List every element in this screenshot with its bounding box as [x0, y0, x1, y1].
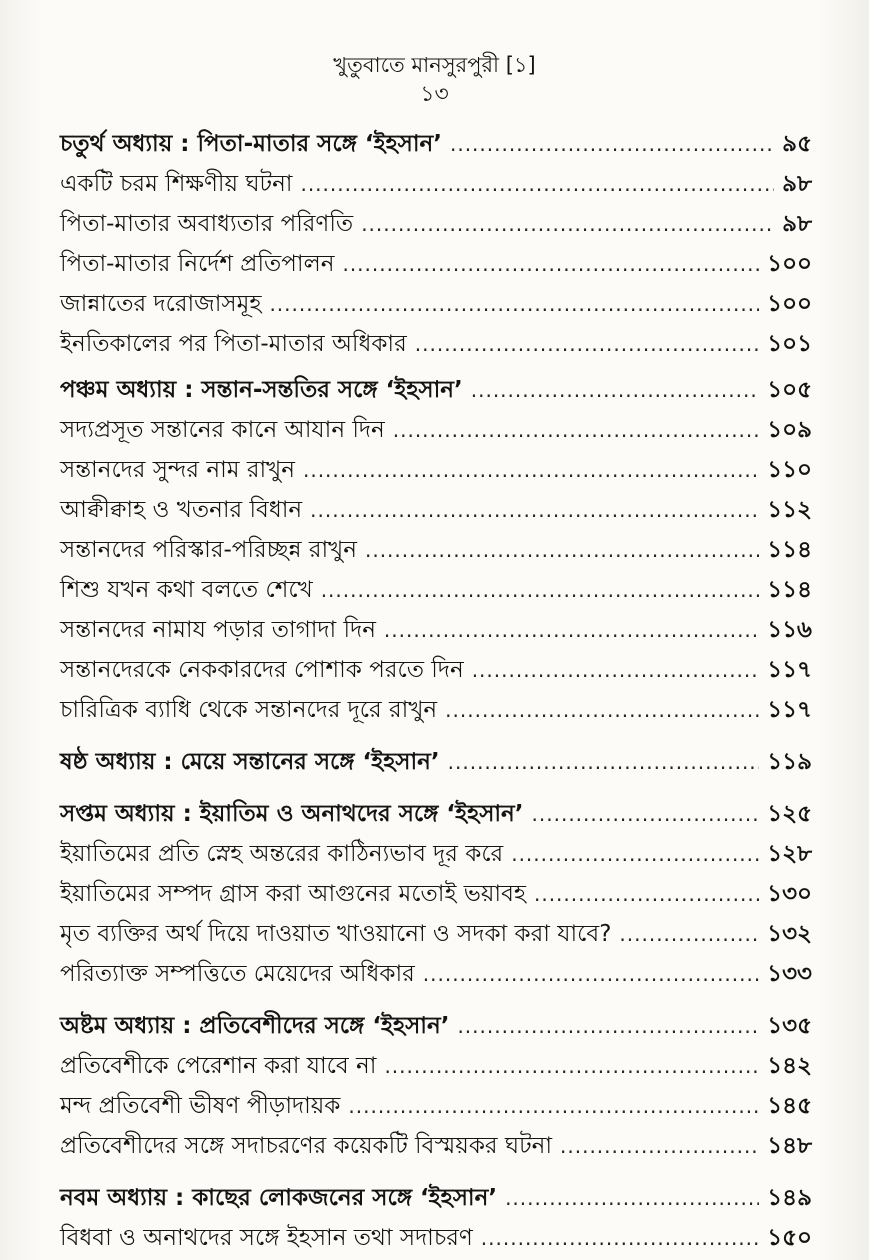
entry-page: ১১৭ — [767, 657, 812, 683]
entry-title: বিধবা ও অনাথদের সঙ্গে ইহসান তথা সদাচরণ — [60, 1225, 473, 1251]
entry-page: ১৩০ — [767, 881, 812, 907]
toc-entry — [60, 204, 812, 244]
entry-title: জান্নাতের দরোজাসমূহ — [60, 291, 262, 317]
entry-title: ইয়াতিমের সম্পদ গ্রাস করা আগুনের মতোই ভয়াবহ — [60, 881, 526, 907]
dot-leader — [415, 324, 759, 364]
dot-leader — [365, 530, 759, 570]
toc-entry — [60, 450, 812, 490]
dot-leader — [511, 834, 759, 874]
dot-leader — [361, 204, 774, 244]
entry-title: সদ্যপ্রসূত সন্তানের কানে আযান দিন — [60, 417, 385, 443]
entry-page: ১১২ — [767, 497, 812, 523]
toc-chapter-5 — [60, 370, 812, 410]
entry-page: ১০০ — [767, 251, 812, 277]
entry-page: ১০০ — [767, 291, 812, 317]
toc-entry — [60, 690, 812, 730]
chapter-title: সপ্তম অধ্যায় : ইয়াতিম ও অনাথদের সঙ্গে ‘ইহসান’ — [60, 801, 524, 827]
dot-leader — [423, 954, 759, 994]
entry-page: ১৪৫ — [767, 1093, 812, 1119]
toc-entry — [60, 1046, 812, 1086]
toc-entry — [60, 490, 812, 530]
entry-title: পরিত্যাক্ত সম্পত্তিতে মেয়েদের অধিকার — [60, 961, 415, 987]
dot-leader — [471, 370, 759, 410]
dot-leader — [310, 490, 759, 530]
dot-leader — [393, 410, 759, 450]
page-number: ১৩ — [420, 82, 449, 107]
entry-title: প্রতিবেশীদের সঙ্গে সদাচরণের কয়েকটি বিস্ময়কর ঘটনা — [60, 1133, 553, 1159]
entry-page: ১৩২ — [767, 921, 812, 947]
entry-page: ১২৮ — [767, 841, 812, 867]
toc-chapter-7 — [60, 794, 812, 834]
spacer — [60, 994, 812, 1006]
dot-leader — [457, 1006, 759, 1046]
entry-title: সন্তানদের নামায পড়ার তাগাদা দিন — [60, 617, 376, 643]
chapter-title: অষ্টম অধ্যায় : প্রতিবেশীদের সঙ্গে ‘ইহসান’ — [60, 1013, 450, 1039]
entry-title: প্রতিবেশীকে পেরেশান করা যাবে না — [60, 1053, 377, 1079]
entry-page: ১৫০ — [767, 1225, 812, 1251]
toc-entry — [60, 244, 812, 284]
chapter-title: নবম অধ্যায় : কাছের লোকজনের সঙ্গে ‘ইহসান’ — [60, 1185, 498, 1211]
chapter-page: ১৩৫ — [767, 1013, 812, 1039]
entry-title: পিতা-মাতার নির্দেশ প্রতিপালন — [60, 251, 335, 277]
dot-leader — [342, 244, 759, 284]
chapter-page: ১৪৯ — [767, 1185, 812, 1211]
entry-page: ১০১ — [767, 331, 812, 357]
toc-chapter-9 — [60, 1178, 812, 1218]
toc-entry — [60, 284, 812, 324]
dot-leader — [532, 794, 760, 834]
dot-leader — [472, 650, 760, 690]
toc-entry — [60, 834, 812, 874]
entry-page: ১৩৩ — [767, 961, 812, 987]
entry-title: মৃত ব্যক্তির অর্থ দিয়ে দাওয়াত খাওয়ানো ও সদকা করা যাবে? — [60, 921, 612, 947]
entry-page: ১১৬ — [767, 617, 812, 643]
toc-entry — [60, 650, 812, 690]
dot-leader — [450, 124, 774, 164]
toc-entry — [60, 1086, 812, 1126]
toc-chapter-4 — [60, 124, 812, 164]
entry-page: ১০৯ — [767, 417, 812, 443]
dot-leader — [619, 914, 759, 954]
toc-entry — [60, 1126, 812, 1166]
dot-leader — [481, 1218, 759, 1258]
entry-page: ১৪২ — [767, 1053, 812, 1079]
chapter-page: ১০৫ — [767, 377, 812, 403]
entry-title: চারিত্রিক ব্যাধি থেকে সন্তানদের দূরে রাখুন — [60, 697, 438, 723]
entry-page: ১১০ — [767, 457, 812, 483]
toc-entry — [60, 570, 812, 610]
entry-title: পিতা-মাতার অবাধ্যতার পরিণতি — [60, 211, 354, 237]
entry-title: ইয়াতিমের প্রতি স্নেহ অন্তরের কাঠিন্যভাব দূর করে — [60, 841, 504, 867]
dot-leader — [300, 164, 774, 204]
dot-leader — [384, 610, 759, 650]
chapter-page: ১২৫ — [767, 801, 812, 827]
toc-entry — [60, 324, 812, 364]
toc-entry — [60, 954, 812, 994]
dot-leader — [448, 742, 760, 782]
toc-entry — [60, 410, 812, 450]
toc-entry — [60, 874, 812, 914]
dot-leader — [560, 1126, 759, 1166]
entry-title: একটি চরম শিক্ষণীয় ঘটনা — [60, 171, 293, 197]
entry-title: শিশু যখন কথা বলতে শেখে — [60, 577, 313, 603]
toc-chapter-8 — [60, 1006, 812, 1046]
chapter-title: পঞ্চম অধ্যায় : সন্তান-সন্ততির সঙ্গে ‘ইহসান’ — [60, 377, 463, 403]
entry-page: ১১৪ — [767, 537, 812, 563]
chapter-title: ষষ্ঠ অধ্যায় : মেয়ে সন্তানের সঙ্গে ‘ইহসান’ — [60, 749, 440, 775]
dot-leader — [534, 874, 759, 914]
dot-leader — [384, 1046, 759, 1086]
spacer — [60, 782, 812, 794]
toc-entry — [60, 530, 812, 570]
spacer — [60, 1166, 812, 1178]
toc-chapter-6 — [60, 742, 812, 782]
dot-leader — [505, 1178, 759, 1218]
dot-leader — [348, 1086, 759, 1126]
toc-entry — [60, 164, 812, 204]
entry-title: সন্তানদের সুন্দর নাম রাখুন — [60, 457, 295, 483]
toc-entry — [60, 610, 812, 650]
entry-page: ১১৪ — [767, 577, 812, 603]
entry-page: ১১৭ — [767, 697, 812, 723]
toc-entry — [60, 914, 812, 954]
entry-page: ১৪৮ — [767, 1133, 812, 1159]
chapter-page: ১১৯ — [767, 749, 812, 775]
entry-title: আক্বীক্বাহ ও খতনার বিধান — [60, 497, 303, 523]
dot-leader — [321, 570, 760, 610]
entry-title: মন্দ প্রতিবেশী ভীষণ পীড়াদায়ক — [60, 1093, 341, 1119]
table-of-contents — [60, 124, 812, 1258]
entry-title: সন্তানদেরকে নেককারদের পোশাক পরতে দিন — [60, 657, 464, 683]
entry-page: ৯৮ — [782, 211, 812, 237]
entry-title: ইনতিকালের পর পিতা-মাতার অধিকার — [60, 331, 407, 357]
chapter-page: ৯৫ — [782, 131, 812, 157]
dot-leader — [269, 284, 759, 324]
running-header: খুতুবাতে মানসুরপুরী [১] — [333, 53, 536, 77]
spacer — [60, 730, 812, 742]
toc-entry — [60, 1218, 812, 1258]
dot-leader — [303, 450, 759, 490]
entry-page: ৯৮ — [782, 171, 812, 197]
chapter-title: চতুর্থ অধ্যায় : পিতা-মাতার সঙ্গে ‘ইহসান’ — [60, 131, 442, 157]
dot-leader — [445, 690, 759, 730]
entry-title: সন্তানদের পরিস্কার-পরিচ্ছন্ন রাখুন — [60, 537, 357, 563]
